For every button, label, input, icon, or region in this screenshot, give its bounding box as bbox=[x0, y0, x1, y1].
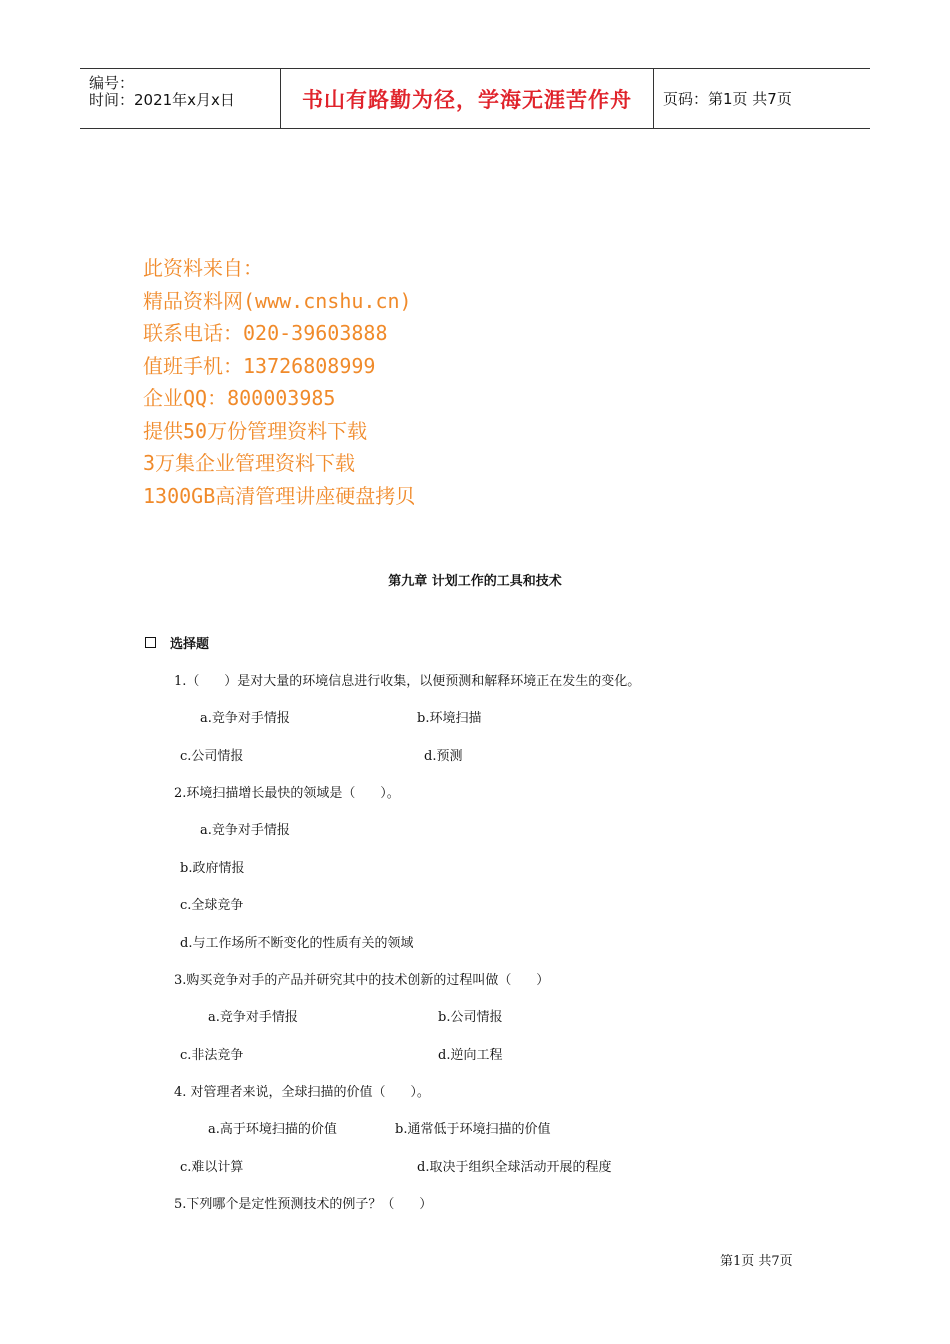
option-b: b.政府情报 bbox=[180, 861, 245, 876]
option-d: d.预测 bbox=[424, 749, 463, 764]
option-c: c.公司情报 bbox=[180, 749, 244, 764]
promo-line: 精品资料网(www.cnshu.cn) bbox=[143, 288, 412, 313]
header-meta bbox=[80, 69, 281, 128]
option-c: c.全球竞争 bbox=[180, 898, 244, 913]
checkbox-icon bbox=[145, 637, 156, 648]
page-header bbox=[80, 68, 870, 129]
question-stem: 1.（ ）是对大量的环境信息进行收集，以便预测和解释环境正在发生的变化。 bbox=[174, 674, 641, 689]
option-b: b.环境扫描 bbox=[417, 711, 482, 726]
document-time-label: 时间：2021年x月x日 bbox=[89, 91, 235, 109]
option-a: a.竞争对手情报 bbox=[200, 711, 290, 726]
option-c: c.非法竞争 bbox=[180, 1048, 244, 1063]
page-footer: 第1页 共7页 bbox=[720, 1254, 793, 1269]
option-d: d.取决于组织全球活动开展的程度 bbox=[417, 1160, 612, 1175]
promo-line: 联系电话：020-39603888 bbox=[143, 321, 388, 345]
option-a: a.竞争对手情报 bbox=[200, 823, 290, 838]
promo-line: 3万集企业管理资料下载 bbox=[143, 451, 356, 475]
header-page-number: 页码：第1页 共7页 bbox=[663, 90, 792, 108]
question-stem: 5.下列哪个是定性预测技术的例子？（ ） bbox=[174, 1197, 433, 1212]
option-a: a.高于环境扫描的价值 bbox=[208, 1122, 337, 1137]
chapter-title: 第九章 计划工作的工具和技术 bbox=[388, 574, 562, 589]
option-a: a.竞争对手情报 bbox=[208, 1010, 298, 1025]
promo-block bbox=[143, 252, 415, 512]
section-title: 选择题 bbox=[170, 637, 210, 652]
promo-line: 企业QQ：800003985 bbox=[143, 386, 336, 410]
option-b: b.通常低于环境扫描的价值 bbox=[395, 1122, 551, 1137]
question-stem: 2.环境扫描增长最快的领域是（ ）。 bbox=[174, 786, 400, 801]
question-stem: 3.购买竞争对手的产品并研究其中的技术创新的过程叫做（ ） bbox=[174, 973, 550, 988]
promo-line: 提供50万份管理资料下载 bbox=[143, 418, 368, 443]
document-code-label: 编号： bbox=[89, 74, 135, 92]
question-stem: 4. 对管理者来说，全球扫描的价值（ ）。 bbox=[174, 1085, 430, 1100]
option-b: b.公司情报 bbox=[438, 1010, 503, 1025]
section-heading bbox=[145, 633, 209, 652]
promo-line: 此资料来自： bbox=[143, 256, 263, 280]
option-d: d.逆向工程 bbox=[438, 1048, 503, 1063]
option-c: c.难以计算 bbox=[180, 1160, 244, 1175]
header-motto: 书山有路勤为径，学海无涯苦作舟 bbox=[302, 87, 632, 112]
promo-line: 1300GB高清管理讲座硬盘拷贝 bbox=[143, 483, 416, 508]
header-page-cell bbox=[654, 69, 870, 128]
header-motto-cell bbox=[281, 69, 654, 128]
option-d: d.与工作场所不断变化的性质有关的领域 bbox=[180, 936, 414, 951]
promo-line: 值班手机：13726808999 bbox=[143, 353, 376, 378]
